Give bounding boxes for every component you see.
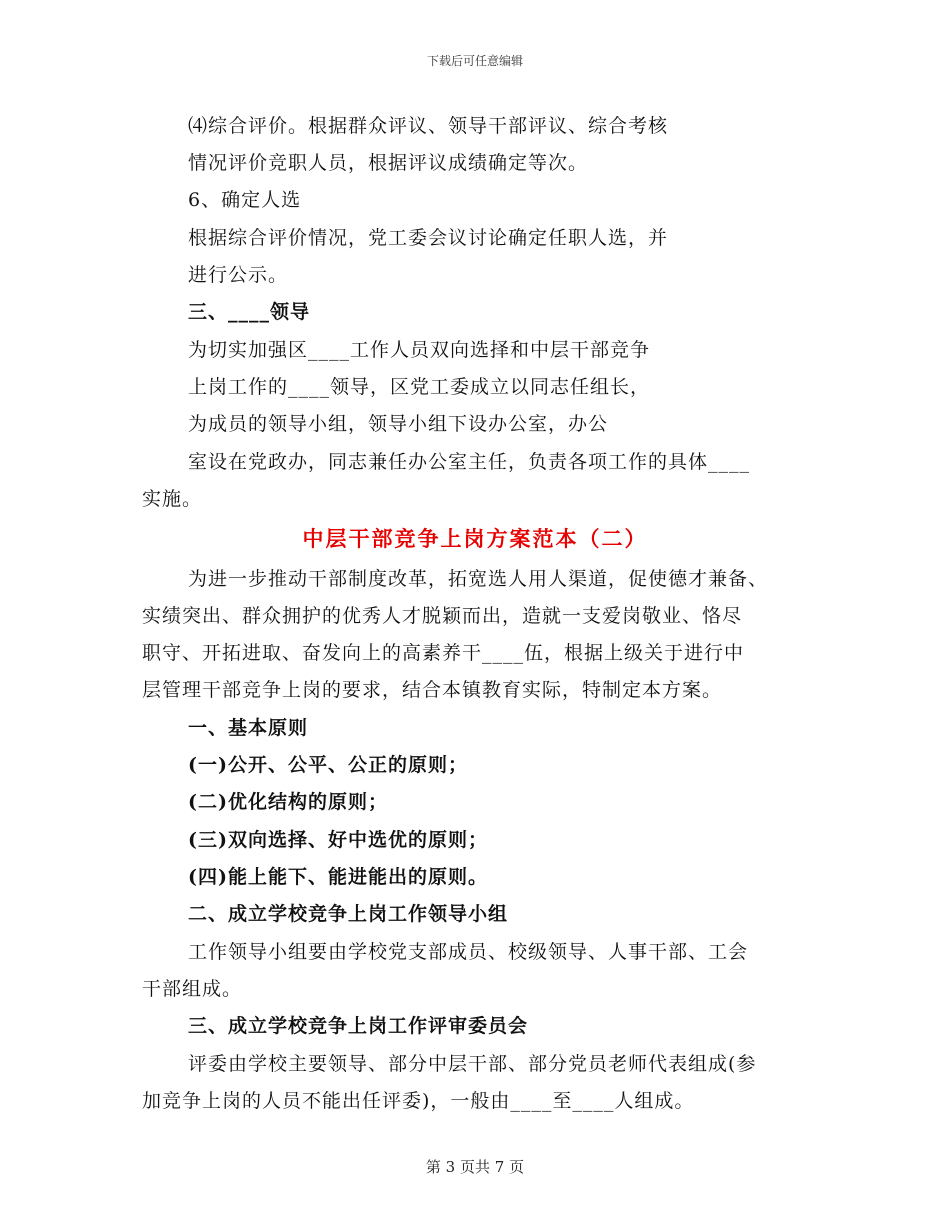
heading-leadership: 三、____领导 [188,301,311,323]
paragraph-line: 为成员的领导小组，领导小组下设办公室，办公 [188,413,609,435]
principle-item: (三)双向选择、好中选优的原则； [188,829,488,851]
page-header: 下载后可任意编辑 [426,54,523,68]
paragraph-line: 实绩突出、群众拥护的优秀人才脱颖而出，造就一支爱岗敬业、恪尽 [142,605,743,627]
paragraph-line: 根据综合评价情况，党工委会议讨论确定任职人选，并 [188,227,669,249]
principle-item: (一)公开、公平、公正的原则； [188,754,468,776]
paragraph-line: 情况评价竞职人员，根据评议成绩确定等次。 [188,152,589,174]
paragraph-line: 为切实加强区____工作人员双向选择和中层干部竞争 [188,339,651,361]
principle-item: (二)优化结构的原则； [188,791,388,813]
page-footer: 第 3 页共 7 页 [425,1158,525,1176]
paragraph-line: 实施。 [142,488,203,510]
paragraph-line: 进行公示。 [188,264,289,286]
paragraph-line: ⑷综合评价。根据群众评议、领导干部评议、综合考核 [188,115,669,137]
paragraph-line: 上岗工作的____领导，区党工委成立以同志任组长， [188,376,651,398]
paragraph-line: 为进一步推动干部制度改革，拓宽选人用人渠道，促使德才兼备、 [188,568,769,590]
paragraph-line: 层管理干部竞争上岗的要求，结合本镇教育实际，特制定本方案。 [142,679,723,701]
paragraph-line: 职守、开拓进取、奋发向上的高素养干____伍，根据上级关于进行中 [142,642,745,664]
paragraph-line: 室设在党政办，同志兼任办公室主任，负责各项工作的具体____ [188,451,751,473]
principle-item: (四)能上能下、能进能出的原则。 [188,866,488,888]
heading-basic-principles: 一、基本原则 [188,717,309,739]
heading-leading-group: 二、成立学校竞争上岗工作领导小组 [188,903,509,925]
paragraph-line: 干部组成。 [142,978,243,1000]
heading-determine-candidates: 6、确定人选 [188,189,302,211]
paragraph-line: 评委由学校主要领导、部分中层干部、部分党员老师代表组成(参 [188,1053,757,1075]
paragraph-line: 加竞争上岗的人员不能出任评委)，一般由____至____人组成。 [142,1090,695,1112]
heading-review-committee: 三、成立学校竞争上岗工作评审委员会 [188,1015,529,1037]
paragraph-line: 工作领导小组要由学校党支部成员、校级领导、人事干部、工会 [188,941,749,963]
section-title: 中层干部竞争上岗方案范本（二） [302,527,648,551]
